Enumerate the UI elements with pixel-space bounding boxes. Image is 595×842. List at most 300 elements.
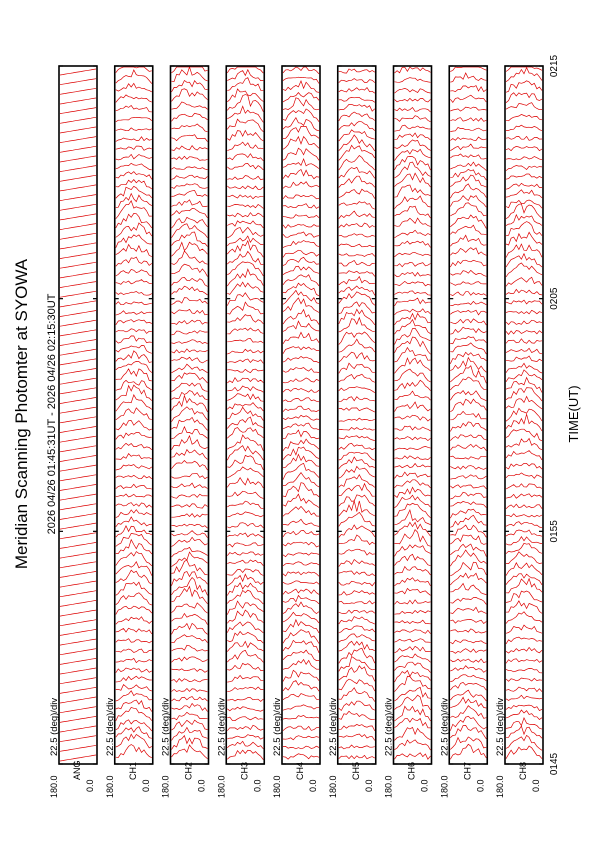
scan-trace: [395, 456, 431, 460]
scan-trace: [60, 127, 96, 133]
scan-trace: [283, 736, 319, 740]
scan-trace: [506, 735, 542, 750]
scan-trace: [172, 417, 208, 430]
y-tick-label-180: 180.0: [272, 775, 282, 798]
scan-trace: [116, 510, 152, 518]
scan-trace: [450, 629, 486, 633]
scan-trace: [450, 154, 486, 159]
scan-trace: [172, 679, 208, 683]
scan-trace: [116, 172, 152, 180]
scan-trace: [172, 712, 208, 720]
scan-trace: [506, 494, 542, 498]
scan-trace: [227, 435, 263, 451]
scan-trace: [506, 331, 542, 335]
scan-trace: [339, 202, 375, 210]
scan-trace: [450, 649, 486, 654]
scan-trace: [395, 140, 431, 151]
scan-trace: [450, 127, 486, 131]
scan-trace: [450, 640, 486, 644]
scan-trace: [395, 589, 431, 596]
scan-trace: [60, 311, 96, 317]
scan-trace: [172, 494, 208, 498]
scan-trace: [227, 302, 263, 314]
scan-trace: [60, 629, 96, 635]
scan-trace: [339, 223, 375, 228]
scan-trace: [283, 232, 319, 237]
scan-trace: [283, 463, 319, 479]
scan-trace: [339, 244, 375, 247]
scan-trace: [60, 407, 96, 413]
trace-group: [506, 67, 542, 759]
scan-trace: [283, 290, 319, 304]
scan-trace: [172, 614, 208, 625]
scan-trace: [450, 67, 486, 72]
scan-trace: [506, 504, 542, 509]
time-range-label: 2026 04/26 01:45:31UT - 2026 04/26 02:15:30UT: [46, 293, 58, 535]
scan-trace: [506, 215, 542, 226]
scan-trace: [339, 591, 375, 596]
scan-trace: [116, 503, 152, 508]
scan-trace: [283, 754, 319, 759]
scan-trace: [506, 408, 542, 421]
scan-trace: [339, 436, 375, 441]
scan-trace: [339, 374, 375, 382]
scan-trace: [395, 718, 431, 728]
scan-trace: [283, 241, 319, 248]
scan-trace: [172, 704, 208, 712]
scan-trace: [283, 447, 319, 460]
scan-trace: [395, 437, 431, 441]
y-tick-label-0: 0.0: [308, 779, 318, 792]
scan-trace: [227, 698, 263, 702]
scan-trace: [339, 261, 375, 267]
scan-trace: [450, 682, 486, 690]
scan-trace: [339, 397, 375, 402]
scan-trace: [172, 364, 208, 373]
scan-trace: [506, 647, 542, 653]
scan-trace: [506, 356, 542, 362]
scan-trace: [450, 196, 486, 208]
scale-label: 22.5 (deg)/div: [49, 697, 60, 756]
scan-trace: [116, 582, 152, 595]
scan-trace: [339, 745, 375, 749]
scan-trace: [60, 726, 96, 732]
scan-trace: [450, 282, 486, 286]
scan-trace: [395, 262, 431, 266]
scan-trace: [283, 215, 319, 219]
scan-trace: [60, 214, 96, 220]
scan-trace: [339, 318, 375, 332]
scan-trace: [283, 415, 319, 420]
scan-trace: [227, 359, 263, 363]
scan-trace: [283, 137, 319, 150]
y-tick-label-0: 0.0: [419, 779, 430, 792]
scan-trace: [60, 282, 96, 288]
scan-trace: [60, 465, 96, 471]
scan-trace: [227, 186, 263, 190]
scan-trace: [450, 144, 486, 151]
scan-trace: [60, 707, 96, 713]
panel-frame: [338, 66, 376, 764]
scan-trace: [395, 495, 431, 508]
scan-trace: [172, 217, 208, 228]
scan-trace: [116, 570, 152, 584]
y-tick-label-0: 0.0: [252, 779, 263, 792]
scan-trace: [283, 148, 319, 160]
scan-trace: [506, 388, 542, 401]
scan-trace: [283, 439, 319, 451]
panel-ch6: [384, 66, 432, 798]
scan-trace: [450, 391, 486, 401]
scan-trace: [283, 224, 319, 228]
y-tick-label-180: 180.0: [160, 775, 171, 798]
scan-trace: [450, 659, 486, 663]
scan-trace: [60, 378, 96, 384]
scan-trace: [116, 668, 152, 673]
scan-trace: [116, 475, 152, 479]
scan-trace: [283, 494, 319, 507]
scan-trace: [506, 429, 542, 441]
scan-trace: [116, 245, 152, 257]
scan-trace: [506, 103, 542, 110]
scan-trace: [116, 95, 152, 103]
scan-trace: [283, 640, 319, 653]
scan-trace: [172, 645, 208, 651]
scan-trace: [506, 397, 542, 410]
scan-trace: [395, 600, 431, 605]
channel-label: CH3: [239, 761, 250, 780]
scan-trace: [450, 215, 486, 228]
scan-trace: [450, 184, 486, 198]
scan-trace: [506, 378, 542, 393]
scan-trace: [450, 675, 486, 682]
scan-trace: [172, 436, 208, 450]
scan-trace: [60, 436, 96, 442]
scan-trace: [283, 67, 319, 74]
scan-trace: [283, 310, 319, 325]
scan-trace: [116, 117, 152, 122]
scan-trace: [506, 136, 542, 140]
scan-trace: [116, 346, 152, 354]
scan-trace: [172, 135, 208, 142]
scan-trace: [339, 657, 375, 672]
scan-trace: [506, 637, 542, 644]
scan-trace: [283, 553, 319, 557]
scan-trace: [227, 707, 263, 711]
scan-trace: [283, 670, 319, 681]
scan-trace: [283, 681, 319, 692]
scan-trace: [395, 88, 431, 93]
scan-trace: [227, 89, 263, 102]
scan-trace: [395, 753, 431, 759]
scan-trace: [116, 465, 152, 471]
scan-trace: [116, 311, 152, 315]
scan-trace: [227, 154, 263, 161]
scan-trace: [172, 298, 208, 305]
channel-label: CH1: [127, 761, 138, 780]
scan-trace: [283, 531, 319, 537]
scan-trace: [283, 581, 319, 585]
scale-label: 22.5 (deg)/div: [216, 697, 228, 756]
scan-trace: [172, 697, 208, 702]
scan-trace: [227, 339, 263, 344]
scan-trace: [283, 660, 319, 670]
scan-trace: [339, 549, 375, 555]
scan-trace: [60, 591, 96, 597]
scan-trace: [227, 106, 263, 122]
scan-trace: [339, 688, 375, 702]
scan-trace: [395, 472, 431, 478]
scan-trace: [506, 244, 542, 257]
scan-trace: [283, 378, 319, 383]
scan-trace: [506, 552, 542, 564]
scan-trace: [283, 542, 319, 547]
scan-trace: [172, 450, 208, 460]
scan-trace: [227, 349, 263, 354]
scan-trace: [283, 650, 319, 661]
scan-trace: [339, 234, 375, 237]
scan-trace: [506, 320, 542, 324]
scan-trace: [339, 734, 375, 740]
scan-trace: [60, 359, 96, 365]
scan-trace: [506, 157, 542, 160]
scan-trace: [116, 180, 152, 189]
scan-trace: [395, 320, 431, 335]
y-tick-label-180: 180.0: [383, 775, 394, 798]
scan-trace: [116, 329, 152, 334]
scan-trace: [227, 601, 263, 615]
scan-trace: [283, 98, 319, 110]
scan-trace: [227, 315, 263, 324]
scan-trace: [339, 79, 375, 83]
scan-trace: [450, 697, 486, 708]
y-tick-label-0: 0.0: [531, 779, 541, 792]
panel-ch2: [161, 66, 209, 798]
scan-trace: [116, 163, 152, 170]
scan-trace: [283, 93, 319, 102]
scan-trace: [450, 95, 486, 102]
scan-trace: [227, 741, 263, 749]
scan-trace: [60, 504, 96, 510]
scan-trace: [227, 583, 263, 596]
scan-trace: [172, 184, 208, 189]
scan-trace: [395, 630, 431, 634]
scan-trace: [506, 612, 542, 624]
scan-trace: [60, 117, 96, 123]
scan-trace: [172, 167, 208, 170]
scan-trace: [172, 373, 208, 383]
scan-trace: [506, 591, 542, 603]
scan-trace: [506, 125, 542, 130]
scan-trace: [339, 601, 375, 604]
scan-trace: [60, 446, 96, 452]
scan-trace: [395, 125, 431, 131]
y-tick-label-180: 180.0: [216, 775, 227, 798]
scan-trace: [116, 137, 152, 142]
scan-trace: [60, 301, 96, 307]
scan-trace: [395, 108, 431, 113]
scale-label: 22.5 (deg)/div: [160, 697, 172, 756]
scan-trace: [283, 562, 319, 566]
scan-trace: [116, 649, 152, 653]
scan-trace: [450, 225, 486, 235]
scan-trace: [60, 475, 96, 481]
scan-trace: [339, 724, 375, 731]
scan-trace: [395, 156, 431, 170]
scan-trace: [227, 176, 263, 180]
scan-trace: [395, 727, 431, 740]
scan-trace: [339, 755, 375, 758]
panel-ch7: [439, 66, 487, 798]
scan-trace: [60, 562, 96, 568]
scan-trace: [283, 473, 319, 487]
scan-trace: [450, 260, 486, 267]
scan-trace: [450, 235, 486, 246]
scan-trace: [506, 579, 542, 593]
scan-trace: [60, 195, 96, 201]
scan-trace: [339, 701, 375, 710]
scan-trace: [506, 204, 542, 219]
scan-trace: [395, 662, 431, 672]
scan-trace: [450, 456, 486, 459]
y-tick-label-0: 0.0: [196, 779, 207, 792]
scan-trace: [172, 232, 208, 247]
scan-trace: [395, 380, 431, 390]
scan-trace: [450, 411, 486, 419]
y-tick-label-0: 0.0: [363, 779, 374, 792]
scan-trace: [172, 572, 208, 586]
scan-trace: [116, 408, 152, 420]
scan-trace: [395, 391, 431, 400]
scan-trace: [283, 170, 319, 179]
scan-trace: [116, 484, 152, 489]
scan-trace: [395, 415, 431, 421]
y-tick-label-180: 180.0: [104, 775, 115, 798]
scan-trace: [450, 327, 486, 334]
scan-trace: [116, 186, 152, 198]
scan-trace: [283, 630, 319, 644]
scan-trace: [60, 571, 96, 577]
y-tick-label-180: 180.0: [495, 775, 505, 798]
scale-label: 22.5 (deg)/div: [327, 697, 339, 756]
scan-trace: [283, 602, 319, 614]
scan-trace: [450, 485, 486, 489]
scan-trace: [506, 263, 542, 277]
scan-trace: [339, 88, 375, 94]
scan-trace: [172, 102, 208, 109]
scan-trace: [283, 356, 319, 362]
x-tick-label: 0155: [549, 520, 560, 543]
scan-trace: [60, 658, 96, 664]
scan-trace: [339, 428, 375, 431]
scan-trace: [172, 89, 208, 102]
scan-trace: [339, 121, 375, 130]
scan-trace: [450, 175, 486, 187]
scan-trace: [506, 484, 542, 489]
scan-trace: [395, 185, 431, 197]
scan-trace: [506, 81, 542, 93]
scan-trace: [227, 750, 263, 759]
scan-trace: [172, 514, 208, 518]
scan-trace: [339, 408, 375, 412]
scan-trace: [339, 211, 375, 219]
scan-trace: [283, 266, 319, 274]
scan-trace: [283, 321, 319, 331]
scan-trace: [227, 663, 263, 670]
scan-trace: [283, 257, 319, 265]
scan-trace: [450, 248, 486, 256]
scan-trace: [227, 213, 263, 217]
scan-trace: [283, 589, 319, 594]
scan-trace: [172, 309, 208, 314]
scan-trace: [506, 414, 542, 431]
scan-trace: [506, 705, 542, 711]
scan-trace: [60, 678, 96, 684]
scan-trace: [283, 406, 319, 412]
scan-trace: [227, 378, 263, 383]
scan-trace: [227, 394, 263, 402]
scan-trace: [227, 467, 263, 478]
scan-trace: [339, 679, 375, 691]
scan-trace: [60, 668, 96, 674]
scan-trace: [60, 320, 96, 326]
y-tick-label-0: 0.0: [140, 779, 151, 792]
scan-trace: [172, 669, 208, 673]
scan-trace: [339, 286, 375, 295]
scan-trace: [506, 68, 542, 82]
scan-trace: [172, 623, 208, 634]
scan-trace: [116, 658, 152, 662]
scan-trace: [227, 543, 263, 547]
scan-trace: [283, 126, 319, 138]
scan-trace: [60, 697, 96, 703]
scan-trace: [283, 250, 319, 257]
scan-trace: [506, 574, 542, 585]
scan-trace: [450, 550, 486, 566]
scan-trace: [60, 523, 96, 529]
scan-trace: [227, 78, 263, 91]
scan-trace: [339, 648, 375, 663]
scan-trace: [283, 81, 319, 92]
scan-trace: [227, 328, 263, 334]
panel-ch3: [216, 66, 264, 798]
scan-trace: [172, 251, 208, 265]
scan-trace: [116, 517, 152, 527]
scan-trace: [172, 524, 208, 528]
scan-trace: [339, 452, 375, 460]
scan-trace: [339, 610, 375, 613]
scan-trace: [227, 195, 263, 199]
scan-trace: [339, 254, 375, 257]
trace-group: [116, 67, 152, 758]
scan-trace: [450, 203, 486, 216]
scan-trace: [339, 130, 375, 141]
scan-trace: [60, 494, 96, 500]
scan-trace: [60, 649, 96, 655]
scan-trace: [283, 195, 319, 199]
scan-trace: [227, 501, 263, 509]
scan-trace: [60, 69, 96, 75]
scan-trace: [227, 236, 263, 246]
scale-label: 22.5 (deg)/div: [383, 697, 395, 756]
scale-label: 22.5 (deg)/div: [272, 697, 283, 756]
trace-group: [60, 69, 96, 761]
scan-trace: [172, 736, 208, 750]
scan-trace: [227, 403, 263, 411]
scan-trace: [506, 746, 542, 759]
scan-trace: [116, 628, 152, 634]
channel-label: CH5: [350, 761, 361, 780]
